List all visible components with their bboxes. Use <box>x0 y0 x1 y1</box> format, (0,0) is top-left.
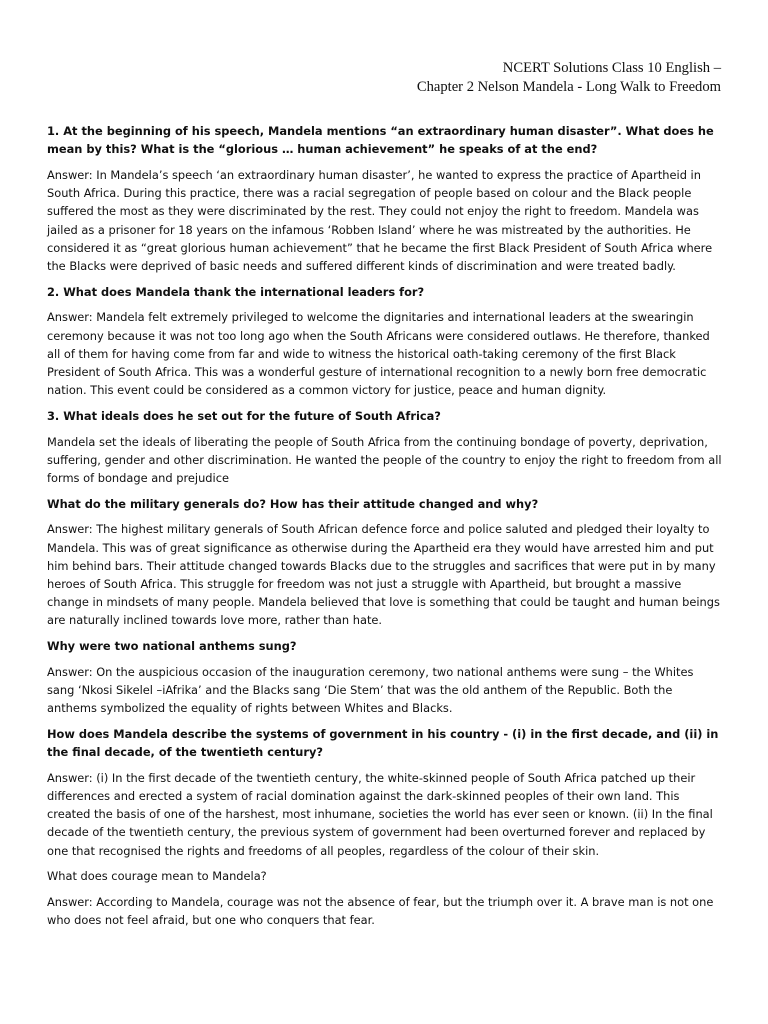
question-1: 1. At the beginning of his speech, Mandela mentions “an extraordinary human disaster”. What does he mean by this? What is the “glorious … human achievement” he speaks of at the end? <box>47 124 714 157</box>
page-header <box>417 59 721 97</box>
answer-7: Answer: According to Mandela, courage was not the absence of fear, but the triumph over it. A brave man is not one who does not feel afraid, but one who conquers that fear. <box>47 895 714 928</box>
header-line-2: Chapter 2 Nelson Mandela - Long Walk to Freedom <box>416 79 721 95</box>
answer-4: Answer: The highest military generals of South African defence force and police saluted and pledged their loyalty to Mandela. This was of great significance as otherwise during the Apartheid era they would have arrested him and put him behind bars. Their attitude changed towards Blacks due to the struggles and sacrifices that were put in by many heroes of South Africa. This struggle for freedom was not just a struggle with Apartheid, but brought a massive change in mindsets of many people. Mandela believed that love is something that could be taught and human beings are naturally inclined towards love more, rather than hate. <box>47 522 720 628</box>
question-6: How does Mandela describe the systems of government in his country - (i) in the first decade, and (ii) in the final decade, of the twentieth century? <box>47 726 719 760</box>
question-4: What do the military generals do? How has their attitude changed and why? <box>47 496 539 511</box>
answer-5: Answer: On the auspicious occasion of the inauguration ceremony, two national anthems were sung – the Whites sang ‘Nkosi Sikelel –iAfrika’ and the Blacks sang ‘Die Stem’ that was the old anthem of the Republic. Both the anthems symbolized the equality of rights between Whites and Blacks. <box>47 664 694 716</box>
answer-6: Answer: (i) In the first decade of the twentieth century, the white-skinned people of South Africa patched up their differences and erected a system of racial domination against the dark-skinned peoples of their own land. This created the basis of one of the harshest, most inhumane, societies the world has ever seen or known. (ii) In the final decade of the twentieth century, the previous system of government had been overturned forever and replaced by one that recognised the rights and freedoms of all peoples, regardless of the colour of their skin. <box>47 770 713 858</box>
qa-content <box>47 122 723 937</box>
answer-2: Answer: Mandela felt extremely privileged to welcome the dignitaries and international leaders at the swearingin ceremony because it was not too long ago when the South Africans were considered outlaws. He therefore, thanked all of them for having come from far and wide to witness the historical oath-taking ceremony of the first Black President of South Africa. This was a wonderful gesture of international recognition to a newly born free democratic nation. This event could be considered as a common victory for justice, peace and human dignity. <box>47 310 710 398</box>
question-7: What does courage mean to Mandela? <box>47 869 267 884</box>
answer-1: Answer: In Mandela’s speech ‘an extraordinary human disaster’, he wanted to express the practice of Apartheid in South Africa. During this practice, there was a racial segregation of people based on colour and the Black people suffered the most as they were discriminated by the rest. They could not enjoy the right to freedom. Mandela was jailed as a prisoner for 18 years on the infamous ‘Robben Island’ where he was mistreated by the authorities. He considered it as “great glorious human achievement” that he became the first Black President of South Africa where the Blacks were deprived of basic needs and suffered different kinds of discrimination and were treated badly. <box>47 167 713 273</box>
question-3: 3. What ideals does he set out for the future of South Africa? <box>47 408 441 423</box>
question-2: 2. What does Mandela thank the international leaders for? <box>47 284 425 299</box>
answer-3: Mandela set the ideals of liberating the people of South Africa from the continuing bondage of poverty, deprivation, suffering, gender and other discrimination. He wanted the people of the country to enjoy the right to freedom from all forms of bondage and prejudice <box>47 434 722 485</box>
question-5: Why were two national anthems sung? <box>47 639 297 654</box>
header-line-1: NCERT Solutions Class 10 English – <box>502 60 721 76</box>
